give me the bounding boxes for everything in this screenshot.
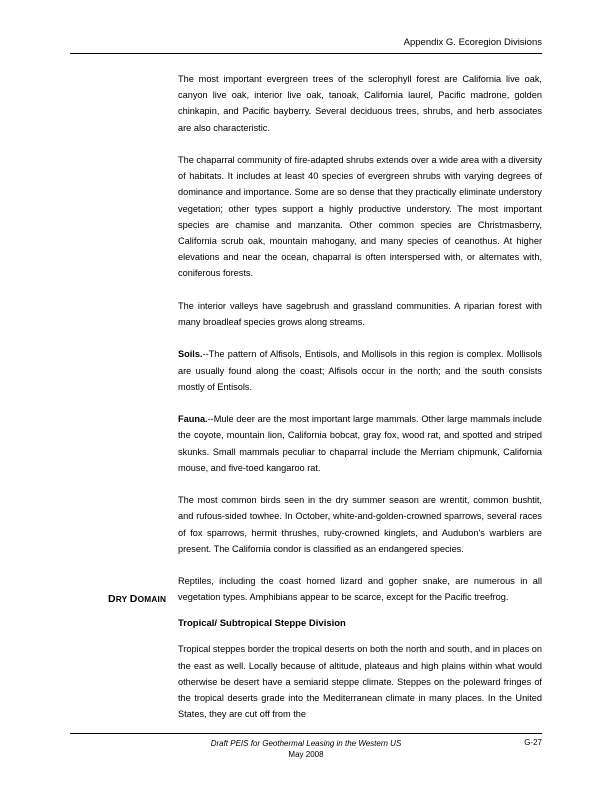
soils-lead: Soils. bbox=[178, 349, 203, 360]
header-rule bbox=[70, 53, 542, 54]
footer-doc-title: Draft PEIS for Geothermal Leasing in the Western US bbox=[210, 739, 402, 748]
domain-heading-ry: RY bbox=[115, 594, 130, 604]
domain-heading bbox=[108, 593, 166, 605]
fauna-text: --Mule deer are the most important large mammals. Other large mammals include the coyote, mountain lion, California bobcat, gray fox, wood rat, and spotted and striped skunks. Small mammals peculiar to chaparral include the Merriam chipmunk, California mouse, and five-toed kangaroo rat. bbox=[178, 414, 542, 473]
fauna-lead: Fauna. bbox=[178, 414, 208, 425]
running-header: Appendix G. Ecoregion Divisions bbox=[403, 37, 542, 48]
paragraph-chaparral: The chaparral community of fire-adapted shrubs extends over a wide area with a diversity of habitats. It includes at least 40 species of evergreen shrubs with varying degrees of dominance and importance. Some are so dense that they practically eliminate understory vegetation; other types support a highly productive understory. The most important species are chamise and manzanita. Other common species are Christmasberry, California scrub oak, mountain mahogany, and many species of ceanothus. At higher elevations and near the ocean, chaparral is often interspersed with, or alternates with, coniferous forests. bbox=[178, 155, 542, 279]
domain-heading-d2: D bbox=[129, 593, 138, 605]
page-number: G-27 bbox=[524, 738, 542, 747]
paragraph-tropical-steppes: Tropical steppes border the tropical deserts on both the north and south, and in places on the east as well. Locally because of altitude, plateaus and high plains within what would otherwise be desert have a semiarid steppe climate. Steppes on the poleward fringes of the tropical deserts grade into the Mediterranean climate in many places. In the United States, they are cut off from the bbox=[178, 644, 542, 720]
division-heading: Tropical/ Subtropical Steppe Division bbox=[178, 618, 346, 629]
body-text bbox=[178, 71, 542, 606]
soils-text: --The pattern of Alfisols, Entisols, and Mollisols in this region is complex. Mollisols are usually found along the coast; Alfisols occur in the north; and the south consists mostly of Entisols. bbox=[178, 349, 542, 392]
footer-center bbox=[0, 738, 612, 760]
footer-date: May 2008 bbox=[288, 750, 324, 759]
paragraph-soils bbox=[178, 346, 542, 395]
paragraph-reptiles: Reptiles, including the coast horned lizard and gopher snake, are numerous in all vegetation types. Amphibians appear to be scarce, except for the Pacific treefrog. bbox=[178, 576, 542, 603]
domain-heading-omain: OMAIN bbox=[137, 594, 167, 604]
division-section bbox=[178, 616, 542, 732]
paragraph-birds: The most common birds seen in the dry summer season are wrentit, common bushtit, and rufous-sided towhee. In October, white-and-golden-crowned sparrows, several races of fox sparrows, hermit thrushes, ruby-crowned kinglets, and Audubon's warblers are present. The California condor is classified as an endangered species. bbox=[178, 495, 542, 554]
domain-heading-d1: D bbox=[108, 593, 116, 605]
paragraph-fauna bbox=[178, 411, 542, 476]
footer-rule bbox=[70, 733, 542, 734]
paragraph-sclerophyll-trees: The most important evergreen trees of the sclerophyll forest are California live oak, canyon live oak, interior live oak, tanoak, California laurel, Pacific madrone, golden chinkapin, and Pacific bayberry. Several deciduous trees, shrubs, and herb associates are also characteristic. bbox=[178, 74, 542, 133]
paragraph-interior-valleys: The interior valleys have sagebrush and grassland communities. A riparian forest with many broadleaf species grows along streams. bbox=[178, 300, 542, 328]
